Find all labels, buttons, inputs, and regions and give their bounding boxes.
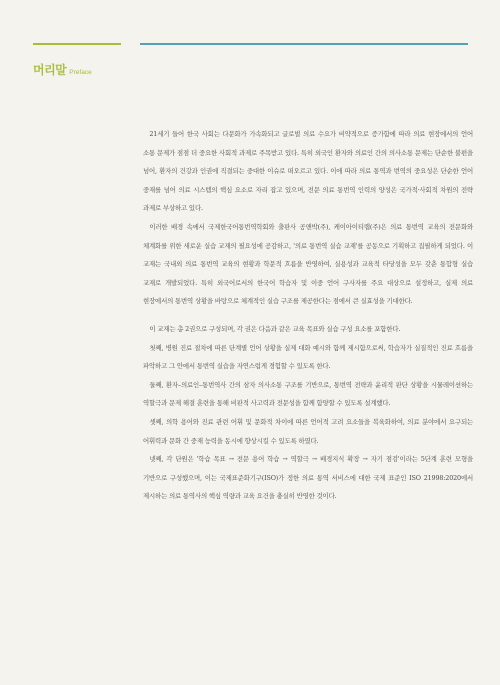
section-heading — [33, 61, 92, 78]
heading-title-korean: 머리말 — [33, 63, 67, 77]
paragraph-first: 첫째, 병원 진료 절차에 따른 단계별 언어 상황을 실제 대화 예시와 함께 제시함으로써, 학습자가 실질적인 진료 흐름을 파악하고 그 안에서 통번역 실습을 자연스럽게 경험할 수 있도록 한다. — [143, 343, 473, 371]
paragraph-fourth: 넷째, 각 단원은 '학습 목표 → 전문 용어 학습 → 역할극 → 배경지식 확장 → 자기 점검'이라는 5단계 훈련 모형을 기반으로 구성했으며, 이는 국제표준화기구(ISO)가 정한 의료 통역 서비스에 대한 국제 표준인 ISO 21998:2020에서 제시하는 의료 통역사의 핵심 역량과 교육 요건을 충실히 반영한 것이다. — [143, 455, 473, 501]
paragraph-intro: 21세기 들어 한국 사회는 다문화가 가속화되고 글로벌 의료 수요가 비약적으로 증가함에 따라 의료 현장에서의 언어 소통 문제가 점점 더 중요한 사회적 과제로 주목받고 있다. 특히 외국인 환자와 의료인 간의 의사소통 문제는 단순한 불편을 넘어, 환자의 건강과 인권에 직결되는 중대한 이슈로 떠오르고 있다. 이에 따라 의료 통역과 번역의 중요성은 단순한 언어 중재를 넘어 의료 시스템의 핵심 요소로 자리 잡고 있으며, 전문 의료 통번역 인력의 양성은 국가적·사회적 차원의 전략 과제로 부상하고 있다. — [143, 130, 473, 213]
paragraph-composition: 이 교재는 총 2권으로 구성되며, 각 권은 다음과 같은 교육 목표와 실습 구성 요소를 포함한다. — [149, 324, 401, 333]
paragraph-second: 둘째, 환자–의료인–통번역사 간의 삼자 의사소통 구조를 기반으로, 통번역 전략과 윤리적 판단 상황을 시뮬레이션하는 역할극과 문제 해결 훈련을 통해 비판적 사고력과 전문성을 함께 함양할 수 있도록 설계했다. — [143, 380, 473, 408]
header-rule-left — [33, 43, 121, 45]
header-rule-right — [140, 43, 468, 45]
paragraph-background: 이러한 배경 속에서 국제한국어통번역학회와 출판사 공앤박(주), 케이아이티랩(주)은 의료 통번역 교육의 전문화와 체계화를 위한 새로운 실습 교재의 필요성에 공감하고, '의료 통번역 실습 교재'를 공동으로 기획하고 집필하게 되었다. 이 교재는 국내외 의료 통번역 교육의 현황과 학문적 흐름을 반영하여, 실용성과 교육적 타당성을 모두 갖춘 통합형 실습 교재로 개발되었다. 특히 외국어로서의 한국어 학습자 및 이중 언어 구사자를 주요 대상으로 설정하고, 실제 의료 현장에서의 통번역 상황을 바탕으로 체계적인 실습 구조를 제공한다는 점에서 큰 실효성을 기대한다. — [143, 222, 473, 306]
heading-title-english: Preface — [69, 69, 92, 76]
paragraph-third: 셋째, 의학 용어와 진료 관련 어휘 및 문화적 차이에 따른 언어적 고려 요소들을 복육화하여, 의료 분야에서 요구되는 어휘력과 문화 간 중재 능력을 동시에 향상시킬 수 있도록 하였다. — [143, 417, 473, 445]
preface-body — [143, 125, 473, 506]
